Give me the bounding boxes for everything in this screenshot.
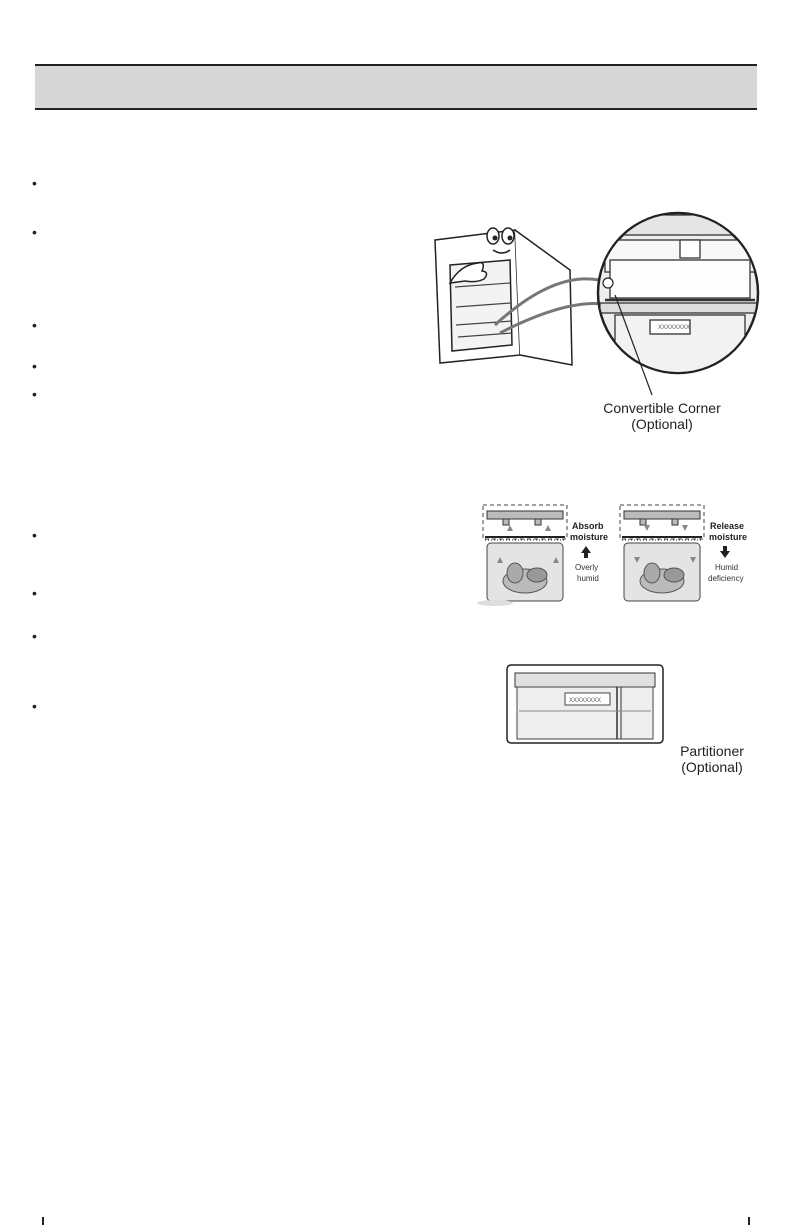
partitioner-illustration	[505, 663, 665, 745]
grille-text: XXXXXXXX	[658, 325, 691, 331]
bullet-1: •	[32, 175, 37, 191]
release-label-2: moisture	[709, 532, 748, 542]
bullet-7: •	[32, 585, 37, 601]
convertible-corner-caption-line2: (Optional)	[631, 416, 693, 432]
bullet-6: •	[32, 527, 37, 543]
moisture-control-illustration	[475, 503, 755, 608]
bullet-4: •	[32, 358, 37, 374]
absorb-label-1: Absorb	[572, 521, 604, 531]
partitioner-caption	[672, 743, 752, 775]
release-label-1: Release	[710, 521, 745, 531]
arrow-down-icon	[720, 546, 730, 558]
bullet-2: •	[32, 224, 37, 240]
crop-mark-right	[748, 1217, 750, 1225]
bullet-5: •	[32, 386, 37, 402]
arrow-up-icon	[581, 546, 591, 558]
humid-label-2: Humid	[715, 563, 739, 572]
convertible-corner-illustration	[420, 205, 760, 405]
bullet-8: •	[32, 628, 37, 644]
convertible-corner-caption	[598, 400, 726, 432]
partitioner-caption-line1: Partitioner	[680, 743, 744, 759]
absorb-label-2: moisture	[570, 532, 609, 542]
partitioner-caption-line2: (Optional)	[681, 759, 743, 775]
crop-mark-left	[42, 1217, 44, 1225]
convertible-corner-caption-line1: Convertible Corner	[603, 400, 721, 416]
overly-label: Overly	[575, 563, 599, 572]
deficiency-label: deficiency	[708, 574, 744, 583]
bullet-3: •	[32, 317, 37, 333]
section-header-bar	[35, 64, 757, 110]
humid-label: humid	[577, 574, 599, 583]
bullet-9: •	[32, 698, 37, 714]
partitioner-grille-text: XXXXXXXX	[569, 698, 602, 704]
